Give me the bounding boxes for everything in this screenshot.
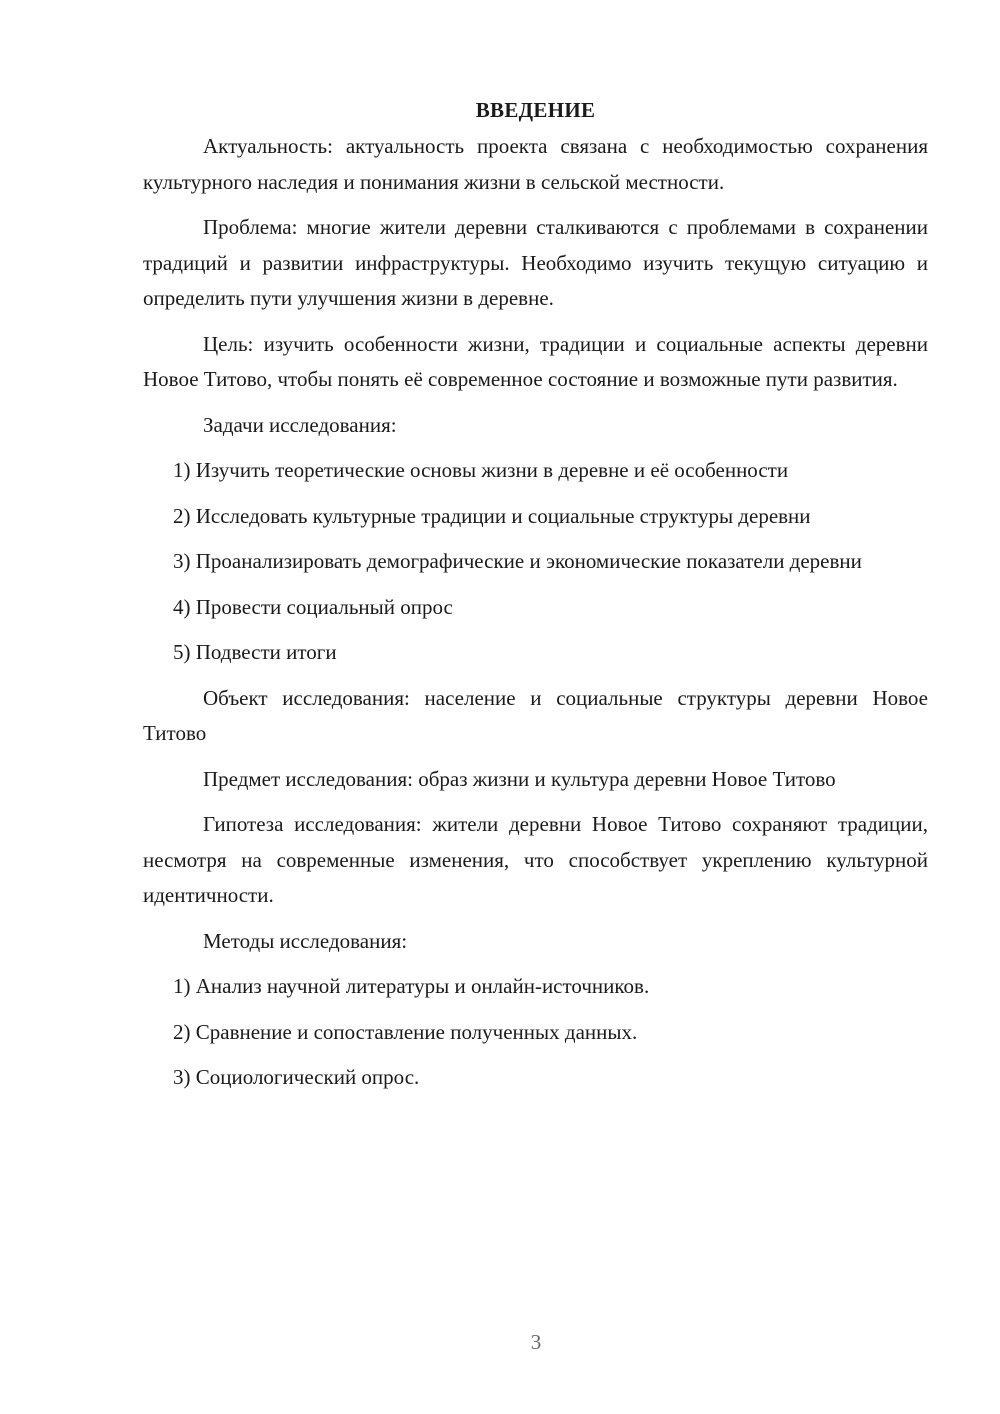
object-paragraph: Объект исследования: население и социальные структуры деревни Новое Титово	[143, 685, 928, 745]
document-page	[143, 92, 928, 1106]
page-title: ВВЕДЕНИЕ	[475, 98, 596, 122]
task-item: 5) Подвести итоги	[173, 640, 337, 664]
task-item: 1) Изучить теоретические основы жизни в деревне и её особенности	[173, 458, 789, 482]
method-item: 2) Сравнение и сопоставление полученных данных.	[173, 1019, 638, 1044]
tasks-heading: Задачи исследования:	[203, 412, 397, 437]
page-number: 3	[530, 1330, 542, 1354]
task-item: 3) Проанализировать демографические и экономические показатели деревни	[173, 549, 862, 573]
task-item: 4) Провести социальный опрос	[173, 594, 453, 619]
goal-paragraph: Цель: изучить особенности жизни, традиции и социальные аспекты деревни Новое Титово, чтобы понять её современное состояние и возможные пути развития.	[143, 331, 928, 391]
methods-heading: Методы исследования:	[203, 928, 408, 953]
subject-paragraph: Предмет исследования: образ жизни и культура деревни Новое Титово	[203, 766, 836, 791]
problem-paragraph: Проблема: многие жители деревни сталкиваются с проблемами в сохранении традиций и развитии инфраструктуры. Необходимо изучить текущую ситуацию и определить пути улучшения жизни в деревне.	[143, 215, 928, 310]
task-item: 2) Исследовать культурные традиции и социальные структуры деревни	[173, 503, 811, 528]
method-item: 1) Анализ научной литературы и онлайн-источников.	[173, 974, 650, 998]
relevance-paragraph: Актуальность: актуальность проекта связана с необходимостью сохранения культурного наследия и понимания жизни в сельской местности.	[143, 134, 928, 194]
method-item: 3) Социологический опрос.	[173, 1065, 420, 1089]
hypothesis-paragraph: Гипотеза исследования: жители деревни Новое Титово сохраняют традиции, несмотря на современные изменения, что способствует укреплению культурной идентичности.	[143, 812, 928, 907]
